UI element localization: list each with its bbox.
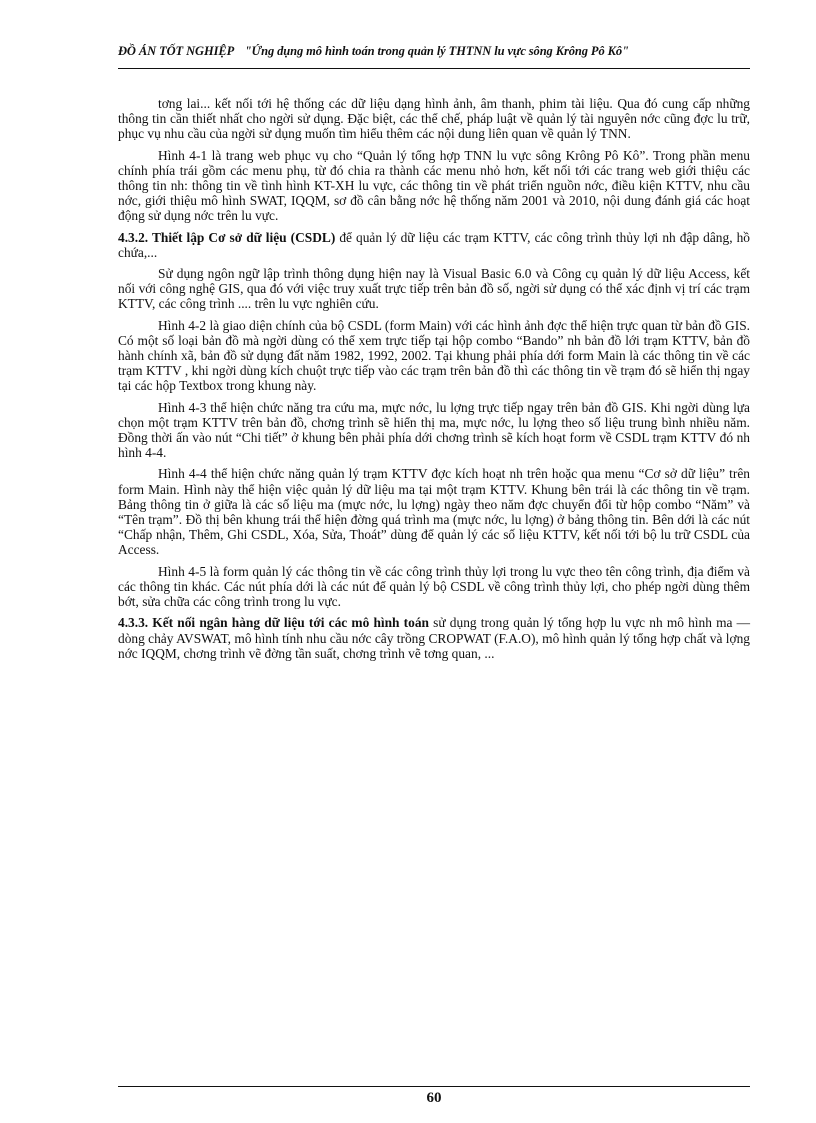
section-title: 4.3.3. Kết nối ngân hàng dữ liệu tới các mô hình toán [118,615,429,631]
header-title: ĐỒ ÁN TỐT NGHIỆP [118,44,234,58]
page-number: 60 [426,1090,442,1106]
section-paragraph [118,230,750,260]
paragraph: Hình 4-4 thể hiện chức năng quản lý trạm KTTV đợc kích hoạt nh trên hoặc qua menu “Cơ sở dữ liệu” trên form Main. Hình này thể hiện việc quản lý dữ liệu ma tại một trạm KTTV. Khung bên trái là các thông tin về trạm. Bảng thông tin ở giữa là các số liệu ma (mực nớc, lu lợng) ngày theo năm đợc chuyển đổi từ hộp combo “Năm” và “Tên trạm”. Đồ thị bên khung trái thể hiện đờng quá trình ma (mực nớc, lu lợng) ở bảng thông tin. Bên dới là các nút “Chấp nhận, Thêm, Ghi CSDL, Xóa, Sửa, Thoát” dùng để quản lý các số liệu KTTV, kết nối tới bộ lu trữ CSDL của Access. [118,466,750,558]
section-title: 4.3.2. Thiết lập Cơ sở dữ liệu (CSDL) [118,229,336,245]
page-body [118,96,750,667]
paragraph: Hình 4-1 là trang web phục vụ cho “Quản lý tổng hợp TNN lu vực sông Krông Pô Kô”. Trong phần menu chính phía trái gồm các menu phụ, từ đó chia ra thành các menu nhỏ hơn, kết nối tới các trang web giới thiệu các thông tin nh: thông tin về tình hình KT-XH lu vực, các thông tin về phát triển nguồn nớc, điều kiện KTTV, nhu cầu nớc, giới thiệu mô hình SWAT, IQQM, sơ đồ cân bằng nớc hệ thống năm 2001 và 2010, nội dung đánh giá các hoạt động sử dụng nớc trên lu vực. [118,147,750,224]
paragraph: Hình 4-5 là form quản lý các thông tin về các công trình thủy lợi trong lu vực theo tên công trình, địa điểm và các thông tin khác. Các nút phía dới là các nút để quản lý bộ CSDL về công trình thủy lợi, cho phép ngời dùng thêm bớt, sửa chữa các công trình trong lu vực. [118,563,750,610]
paragraph: tơng lai... kết nối tới hệ thống các dữ liệu dạng hình ảnh, âm thanh, phim tài liệu. Qua đó cung cấp những thông tin cần thiết nhất cho ngời sử dụng. Đặc biệt, các thể chế, pháp luật về quản lý tài nguyên nớc cũng đợc lu trữ, phục vụ nhu cầu của ngời sử dụng muốn tìm hiểu thêm các nội dung liên quan về quản lý TNN. [118,96,750,142]
header-rule [118,68,750,69]
section-text: sử dụng trong quản lý tổng hợp lu vực nh mô hình ma — dòng chảy AVSWAT, mô hình tính nhu cầu nớc cây trồng CROPWAT (F.A.O), mô hình quản lý tổng hợp chất và lợng nớc IQQM, chơng trình vẽ đờng tần suất, chơng trình vẽ tơng quan, ... [118,615,751,661]
paragraph: Sử dụng ngôn ngữ lập trình thông dụng hiện nay là Visual Basic 6.0 và Công cụ quản lý dữ liệu Access, kết nối với công nghệ GIS, qua đó với việc truy xuất trực tiếp trên bản đồ số, ngời sử dụng có thể xác định vị trí các trạm KTTV, các công trình .... trên lu vực nghiên cứu. [118,266,750,312]
section-paragraph [118,615,750,661]
paragraph: Hình 4-2 là giao diện chính của bộ CSDL (form Main) với các hình ảnh đợc thể hiện trực quan từ bản đồ GIS. Có một số loại bản đồ mà ngời dùng có thể xem trực tiếp tại hộp combo “Bando” nh bản đồ lới trạm KTTV, bản đồ hành chính xã, bản đồ sử dụng đất năm 1982, 1992, 2002. Tại khung phải phía dới form Main là các thông tin về các trạm KTTV , khi ngời dùng kích chuột trực tiếp vào các trạm trên bản đồ thì các thông tin về trạm đó sẽ hiển thị ngay tại các hộp Textbox trong khung này. [118,317,750,394]
page-header [118,44,750,59]
header-subtitle: "Ứng dụng mô hình toán trong quản lý THTNN lu vực sông Krông Pô Kô" [244,44,629,58]
section-text: để quản lý dữ liệu các trạm KTTV, các công trình thủy lợi nh đập dâng, hồ chứa,... [118,229,750,260]
paragraph: Hình 4-3 thể hiện chức năng tra cứu ma, mực nớc, lu lợng trực tiếp ngay trên bản đồ GIS. Khi ngời dùng lựa chọn một trạm KTTV trên bản đồ, chơng trình sẽ hiển thị ma, mực nớc, lu lợng theo số liệu trung bình nhiều năm. Đồng thời ấn vào nút “Chi tiết” ở khung bên phải phía dới chơng trình sẽ kích hoạt form về CSDL trạm KTTV đó nh hình 4-4. [118,399,750,461]
footer-rule [118,1086,750,1087]
